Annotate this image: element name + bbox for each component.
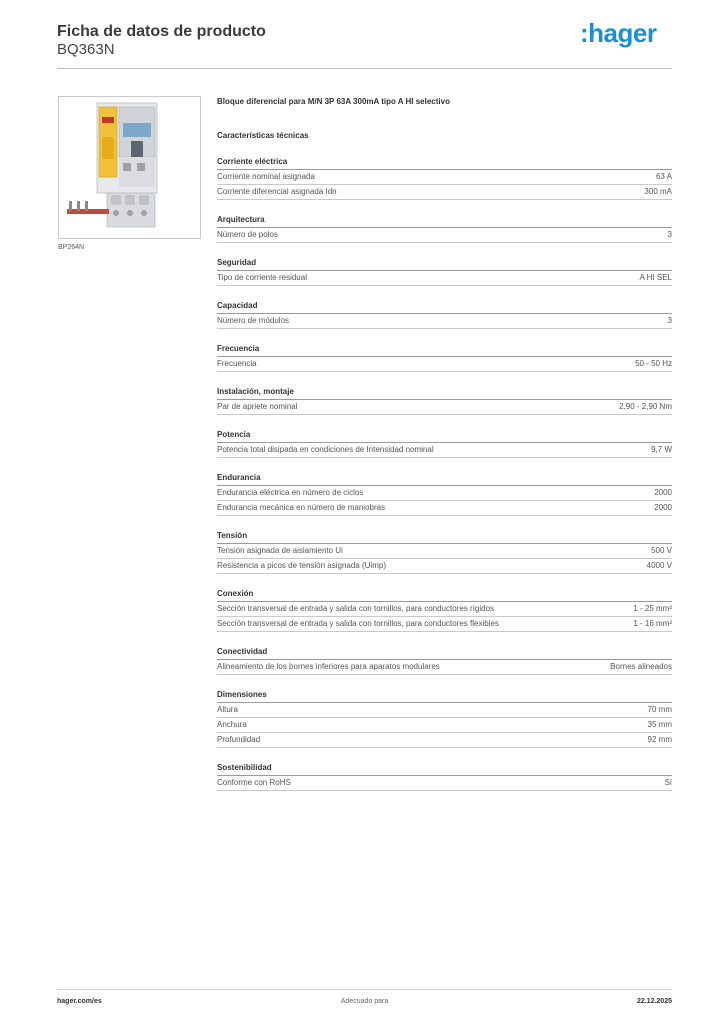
section-title: Sostenibilidad [217,761,672,776]
spec-row [217,559,672,574]
spec-row [217,602,672,617]
spec-value: 2000 [654,503,672,512]
page-header [57,22,672,59]
spec-label: Corriente nominal asignada [217,172,315,181]
spec-section [217,256,672,286]
spec-content [217,96,672,804]
footer-date: 22.12.2025 [636,998,672,1005]
spec-value: 35 mm [647,720,672,729]
spec-row [217,703,672,718]
spec-row [217,660,672,675]
spec-label: Par de apriete nominal [217,402,298,411]
product-image [58,96,201,239]
product-code: BQ363N [57,41,115,58]
spec-section [217,299,672,329]
spec-value: 500 V [651,546,672,555]
spec-label: Profundidad [217,735,261,744]
product-description: Bloque diferencial para M/N 3P 63A 300mA tipo A HI selectivo [217,97,450,106]
spec-row [217,486,672,501]
section-title: Tensión [217,529,672,544]
spec-row [217,544,672,559]
spec-value: 4000 V [646,561,672,570]
spec-value: 2,90 - 2,90 Nm [619,402,672,411]
spec-section [217,385,672,415]
section-title: Potencia [217,428,672,443]
spec-section [217,213,672,243]
spec-value: 70 mm [647,705,672,714]
hager-logo [580,20,672,50]
footer-website-link[interactable]: hager.com/es [57,998,102,1005]
section-title: Endurancia [217,471,672,486]
spec-row [217,776,672,791]
footer-suitable-for: Adecuado para [340,998,389,1005]
spec-value: 3 [667,316,672,325]
spec-value: 92 mm [647,735,672,744]
spec-label: Altura [217,705,238,714]
spec-row [217,271,672,286]
section-title: Seguridad [217,256,672,271]
spec-value: Sí [664,778,672,787]
section-title: Dimensiones [217,688,672,703]
spec-value: 300 mA [644,187,672,196]
spec-row [217,733,672,748]
spec-section [217,529,672,574]
section-title: Corriente eléctrica [217,155,672,170]
spec-value: 1 - 25 mm² [633,604,672,613]
document-title: Ficha de datos de producto [57,23,266,40]
spec-label: Frecuencia [217,359,257,368]
spec-row [217,718,672,733]
spec-label: Alineamiento de los bornes inferiores para aparatos modulares [217,662,440,671]
section-title: Instalación, montaje [217,385,672,400]
spec-value: 1 - 16 mm² [633,619,672,628]
spec-label: Resistencia a picos de tensión asignada (Uimp) [217,561,386,570]
spec-row [217,400,672,415]
spec-row [217,170,672,185]
spec-label: Corriente diferencial asignada Idn [217,187,337,196]
spec-section [217,342,672,372]
spec-label: Sección transversal de entrada y salida con tornillos, para conductores flexibles [217,619,499,628]
spec-section [217,688,672,748]
spec-label: Endurancia eléctrica en número de ciclos [217,488,364,497]
logo-text: :hager [580,20,657,48]
spec-row [217,617,672,632]
spec-value: A HI SEL [639,273,672,282]
spec-section [217,761,672,791]
spec-value: 2000 [654,488,672,497]
spec-sections [217,155,672,791]
spec-label: Endurancia mecánica en número de maniobras [217,503,386,512]
section-title: Conectividad [217,645,672,660]
spec-label: Número de módulos [217,316,290,325]
spec-section [217,645,672,675]
image-caption: BP264N [58,244,85,251]
spec-row [217,443,672,458]
spec-section [217,471,672,516]
technical-characteristics-title: Características técnicas [217,131,309,140]
spec-label: Tensión asignada de aislamiento Ui [217,546,343,555]
spec-value: 50 - 50 Hz [635,359,672,368]
spec-value: 9,7 W [651,445,672,454]
spec-row [217,314,672,329]
spec-section [217,428,672,458]
spec-label: Tipo de corriente residual [217,273,307,282]
spec-label: Anchura [217,720,247,729]
section-title: Arquitectura [217,213,672,228]
spec-row [217,185,672,200]
spec-section [217,155,672,200]
spec-row [217,501,672,516]
spec-value: 63 A [655,172,672,181]
spec-label: Sección transversal de entrada y salida con tornillos, para conductores rígidos [217,604,495,613]
spec-section [217,587,672,632]
spec-row [217,228,672,243]
spec-value: 3 [667,230,672,239]
spec-label: Conforme con RoHS [217,778,291,787]
spec-label: Número de polos [217,230,278,239]
spec-label: Potencia total disipada en condiciones de Intensidad nominal [217,445,434,454]
page-footer [57,989,672,1005]
section-title: Frecuencia [217,342,672,357]
spec-value: Bornes alineados [610,662,672,671]
section-title: Conexión [217,587,672,602]
header-divider [57,68,672,69]
spec-row [217,357,672,372]
section-title: Capacidad [217,299,672,314]
